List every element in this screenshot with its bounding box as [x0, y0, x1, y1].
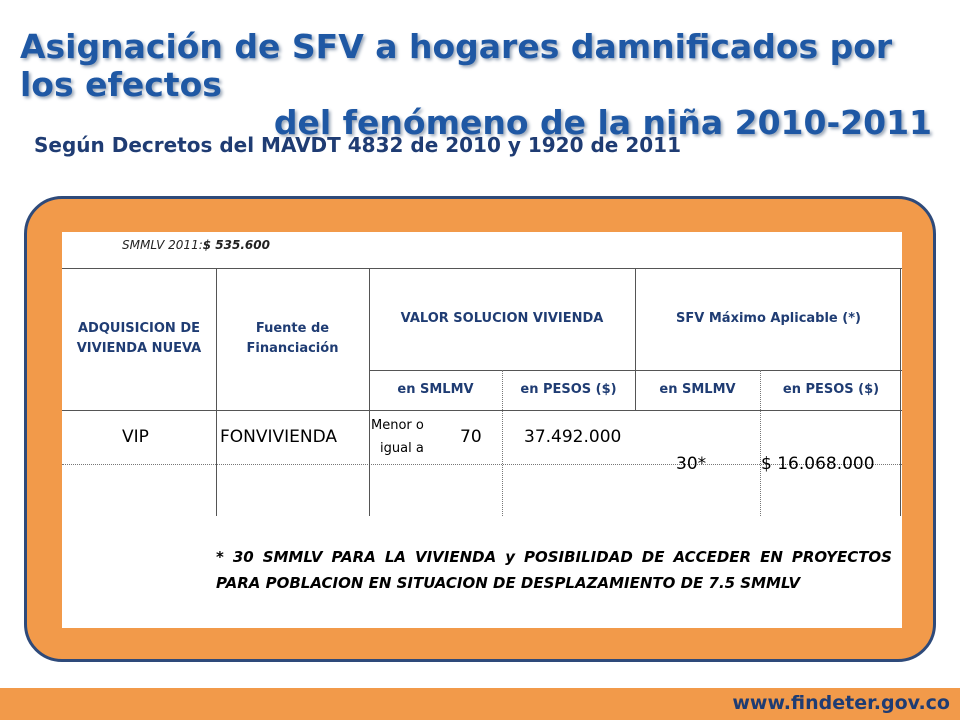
slide-title [20, 28, 932, 142]
subheader-sfv-smlmv: en SMLMV [659, 382, 736, 397]
subheader-sfv-pesos: en PESOS ($) [782, 382, 880, 397]
subheader-valor-pesos: en PESOS ($) [520, 382, 617, 397]
cell-fuente: FONVIVIENDA [220, 427, 338, 447]
cell-menor-line-1: Menor o [371, 418, 424, 433]
cell-sfv-pesos: $ 16.068.000 [761, 454, 875, 474]
cell-valor-pesos: 37.492.000 [524, 427, 622, 447]
header-sfv: SFV Máximo Aplicable (*) [676, 311, 861, 326]
smmlv-label: SMMLV 2011: [122, 238, 203, 252]
table-footnote: * 30 SMMLV PARA LA VIVIENDA y POSIBILIDAD DE ACCEDER EN PROYECTOS PARA POBLACION EN SITUACION DE DESPLAZAMIENTO DE 7.5 SMMLV [216, 548, 892, 592]
header-adquisicion: ADQUISICION DE VIVIENDA NUEVA [76, 321, 202, 356]
slide-title-line-2: del fenómeno de la niña 2010-2011 [273, 103, 932, 142]
footer-bar [0, 688, 960, 720]
slide-title-line-1: Asignación de SFV a hogares damnificados por los efectos [20, 27, 893, 104]
table-rule-header-bottom [62, 410, 902, 411]
cell-tipo: VIP [122, 427, 149, 447]
cell-valor-smlmv: 70 [460, 427, 482, 447]
footer-url-link[interactable]: www.findeter.gov.co [732, 692, 950, 714]
header-valor: VALOR SOLUCION VIVIENDA [400, 311, 604, 326]
header-fuente: Fuente de Financiación [246, 321, 339, 356]
smmlv-caption [122, 238, 270, 252]
subheader-valor-smlmv: en SMLMV [397, 382, 474, 397]
cell-sfv-smlmv: 30* [676, 454, 707, 474]
slide-subtitle: Según Decretos del MAVDT 4832 de 2010 y 1920 de 2011 [34, 133, 681, 157]
smmlv-value: $ 535.600 [202, 238, 270, 252]
sfv-table [62, 232, 902, 628]
cell-menor-line-2: igual a [380, 441, 424, 456]
